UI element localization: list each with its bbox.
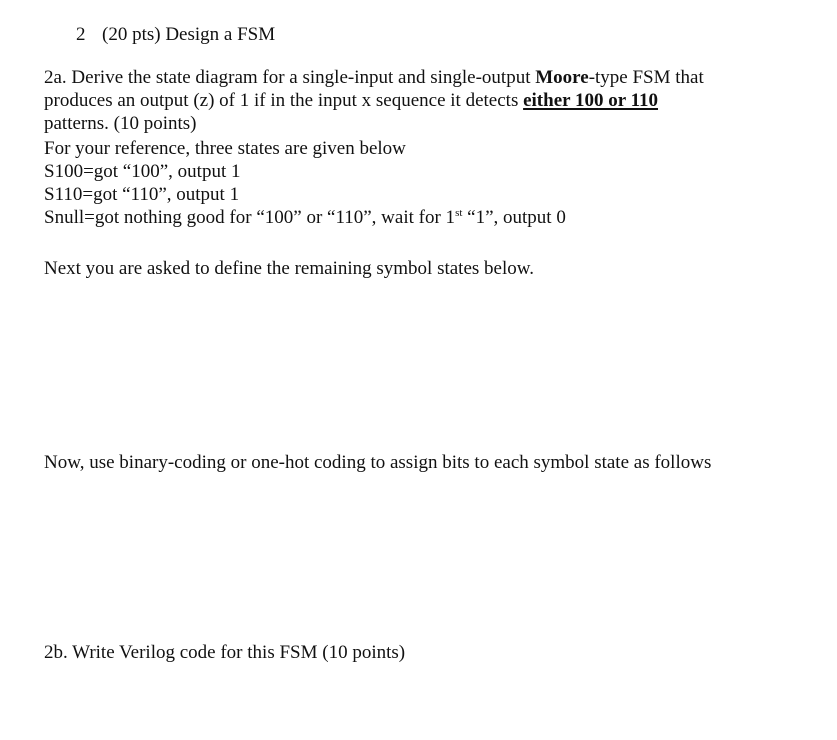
question-title: (20 pts) Design a FSM xyxy=(102,24,276,45)
state-snull-text: Snull=got nothing good for “100” or “110”, wait for 1 xyxy=(44,207,456,228)
reference-intro: For your reference, three states are given below xyxy=(44,138,406,159)
part-a-line-2 xyxy=(44,89,658,112)
part-a-line-1 xyxy=(44,66,704,89)
pattern-emphasis: either 100 or 110 xyxy=(523,90,659,111)
state-snull-tail: “1”, output 0 xyxy=(462,207,566,228)
part-a-line-3: patterns. (10 points) xyxy=(44,113,197,134)
state-snull xyxy=(44,206,566,229)
part-a-line-1-tail: -type FSM that xyxy=(588,67,704,88)
question-heading xyxy=(76,23,275,46)
question-number: 2 xyxy=(76,24,86,45)
part-a-line-1-text: 2a. Derive the state diagram for a single-input and single-output xyxy=(44,67,536,88)
part-a-line-2-text: produces an output (z) of 1 if in the input x sequence it detects xyxy=(44,90,524,111)
moore-keyword: Moore xyxy=(535,67,589,88)
next-instruction: Next you are asked to define the remaining symbol states below. xyxy=(44,258,534,279)
coding-instruction: Now, use binary-coding or one-hot coding to assign bits to each symbol state as follows xyxy=(44,452,712,473)
state-s110: S110=got “110”, output 1 xyxy=(44,184,240,205)
state-snull-superscript: st xyxy=(455,207,463,219)
part-b-text: 2b. Write Verilog code for this FSM (10 points) xyxy=(44,642,406,663)
state-s100: S100=got “100”, output 1 xyxy=(44,161,241,182)
